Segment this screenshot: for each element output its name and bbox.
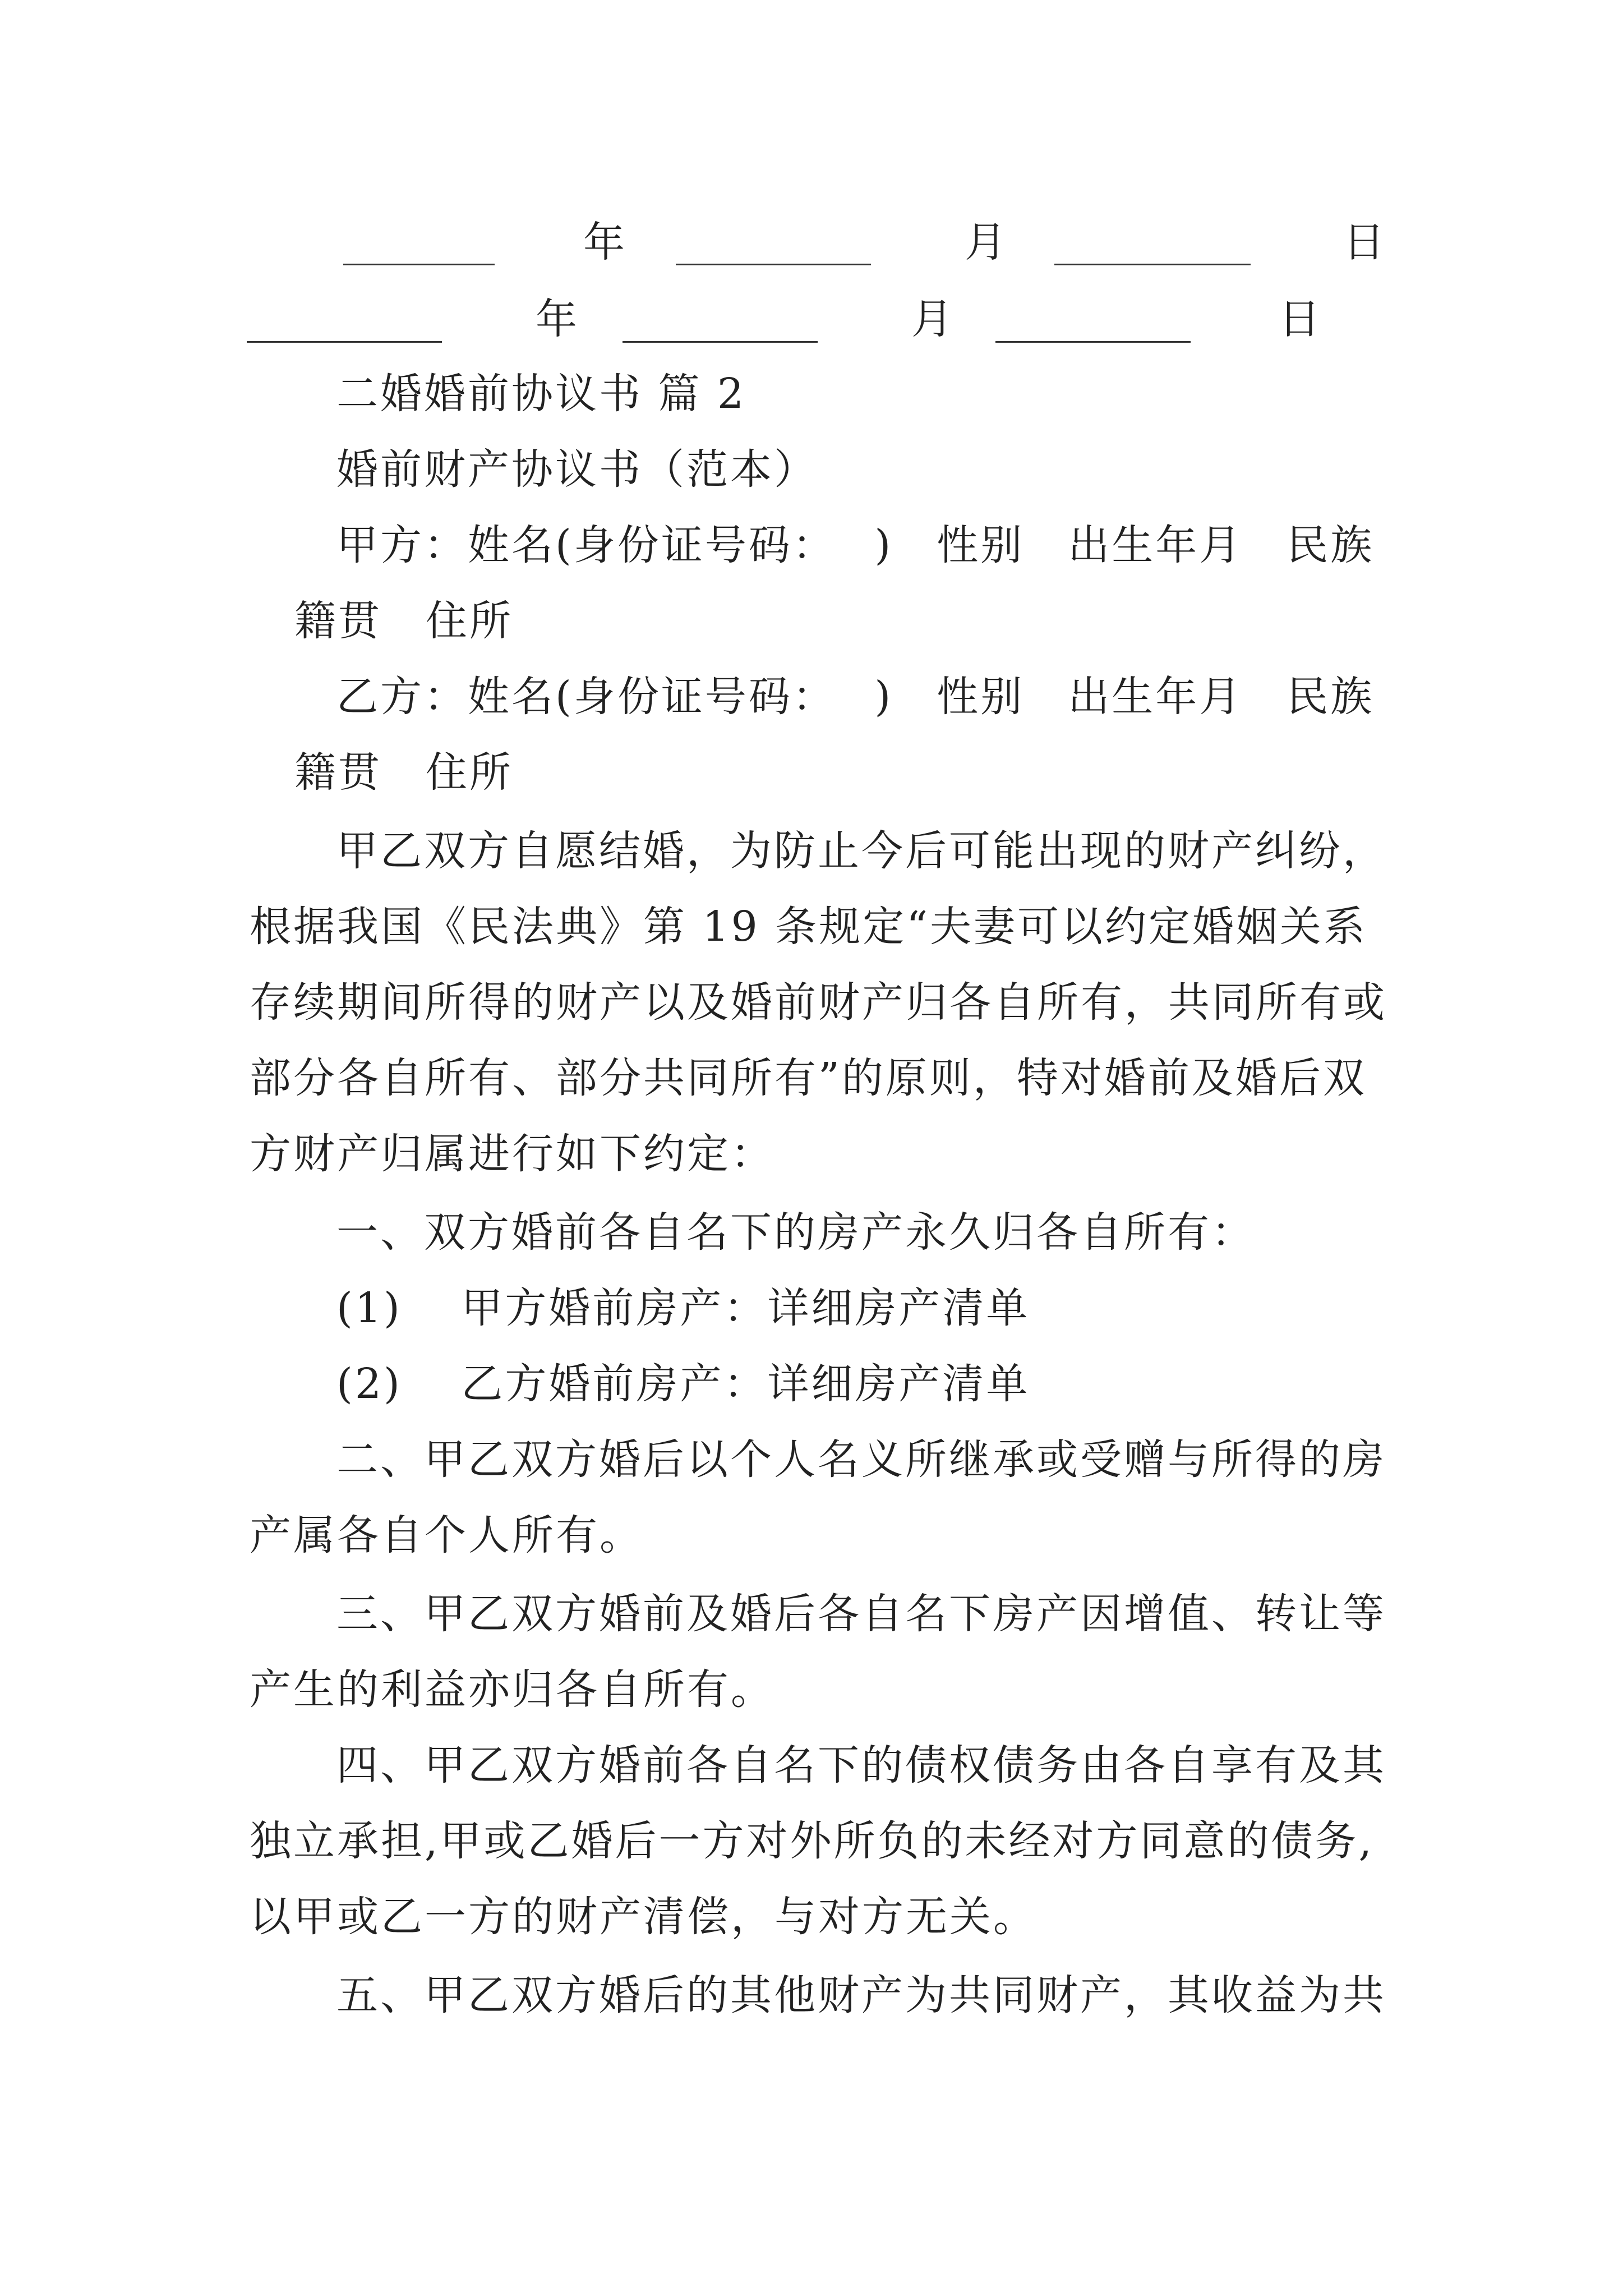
- clause-1-item: (1) 甲方婚前房产：详细房产清单: [336, 1284, 1030, 1332]
- date-month-label: 月: [965, 218, 1006, 266]
- party-b-line: 籍贯 住所: [294, 748, 513, 797]
- clause-3-line: 产生的利益亦归各自所有。: [250, 1665, 774, 1714]
- date-blank-month: [676, 264, 871, 265]
- clause-4-line: 四、甲乙双方婚前各自名下的债权债务由各自享有及其: [336, 1741, 1386, 1789]
- date-blank-day: [1054, 264, 1251, 265]
- intro-line: 存续期间所得的财产以及婚前财产归各自所有，共同所有或: [250, 978, 1387, 1027]
- clause-3-line: 三、甲乙双方婚前及婚后各自名下房产因增值、转让等: [336, 1590, 1386, 1638]
- date-year-label: 年: [536, 295, 577, 343]
- date-blank-month: [623, 341, 818, 343]
- date-month-label: 月: [911, 295, 953, 343]
- intro-line: 部分各自所有、部分共同所有”的原则，特对婚前及婚后双: [250, 1054, 1367, 1102]
- intro-line: 甲乙双方自愿结婚，为防止今后可能出现的财产纠纷，: [336, 827, 1386, 875]
- date-day-label: 日: [1279, 295, 1320, 343]
- intro-line: 方财产归属进行如下约定：: [250, 1130, 774, 1178]
- clause-4-line: 以甲或乙一方的财产清偿，与对方无关。: [250, 1893, 1037, 1941]
- document-title: 婚前财产协议书（范本）: [336, 445, 818, 494]
- date-blank-year: [343, 264, 495, 265]
- clause-2-line: 二、甲乙双方婚后以个人名义所继承或受赠与所得的房: [336, 1435, 1386, 1484]
- intro-line: 根据我国《民法典》第 19 条规定“夫妻可以约定婚姻关系: [250, 903, 1368, 951]
- clause-4-line: 独立承担,甲或乙婚后一方对外所负的未经对方同意的债务,: [250, 1817, 1375, 1865]
- party-a-line: 甲方：姓名(身份证号码： ) 性别 出生年月 民族: [336, 521, 1375, 569]
- clause-1: 一、双方婚前各自名下的房产永久归各自所有：: [336, 1208, 1255, 1257]
- date-day-label: 日: [1343, 218, 1385, 266]
- party-a-line: 籍贯 住所: [294, 597, 513, 645]
- clause-1-item: (2) 乙方婚前房产：详细房产清单: [336, 1360, 1030, 1408]
- clause-2-line: 产属各自个人所有。: [250, 1511, 643, 1559]
- date-year-label: 年: [583, 218, 625, 266]
- date-blank-year: [247, 341, 442, 343]
- clause-5-line: 五、甲乙双方婚后的其他财产为共同财产，其收益为共: [336, 1971, 1386, 2019]
- party-b-line: 乙方：姓名(身份证号码： ) 性别 出生年月 民族: [336, 673, 1375, 721]
- section-heading: 二婚婚前协议书 篇 2: [336, 370, 746, 418]
- date-blank-day: [995, 341, 1191, 343]
